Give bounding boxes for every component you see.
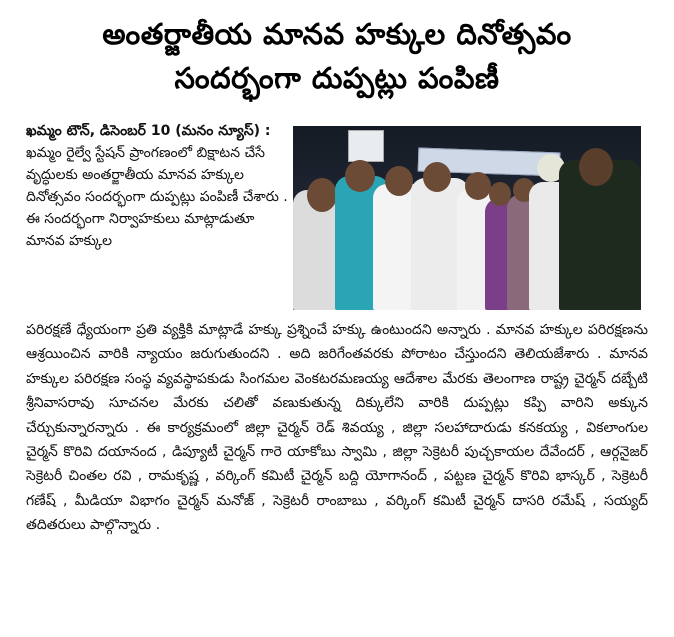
- intro-paragraph: ఖమ్మం రైల్వే స్టేషన్ ప్రాంగణంలో బిక్షాటన చేసే వృద్ధులకు అంతర్జాతీయ మానవ హక్కుల దినోత్సవం సందర్భంగా దుప్పట్లు పంపిణీ చేశారు . ఈ సందర్భంగా నిర్వాహకులు మాట్లాడుతూ మానవ హక్కుల: [26, 145, 288, 249]
- dateline: ఖమ్మం టౌన్, డిసెంబర్ 10 (మనం న్యూస్) :: [26, 123, 271, 139]
- photo-person-head: [345, 160, 375, 192]
- article-body: [26, 318, 648, 538]
- body-paragraph: పరిరక్షణే ధ్యేయంగా ప్రతి వ్యక్తికి మాట్లాడే హక్కు ప్రశ్నించే హక్కు ఉంటుందని అన్నారు . మానవ హక్కుల పరిరక్షణను ఆశ్రయించిన వారికి న్యాయం జరుగుతుందని . అది జరిగేంతవరకు పోరాటం చేస్తుందని తెలియజేశారు . మానవ హక్కుల పరిరక్షణ సంస్థ వ్యవస్థాపకుడు సింగమల వెంకటరమణయ్య ఆదేశాల మేరకు తెలంగాణ రాష్ట్ర చైర్మన్ దబ్బేటి శ్రీనివాసరావు సూచనల మేరకు చలితో వణుకుతున్న దిక్కులేని వారికి దుప్పట్లు కప్పి వారిని అక్కున చేర్చుకున్నారన్నారు . ఈ కార్యక్రమంలో జిల్లా చైర్మన్ రెడ్ శివయ్య , జిల్లా సలహాదారుడు కనకయ్య , వికలాంగుల చైర్మన్ కొరివి దయానంద , డిప్యూటీ చైర్మన్ గారె యాకోబు స్వామి , జిల్లా సెక్రెటరీ పుచ్చకాయల దేవేందర్ , ఆర్గనైజర్ సెక్రెటరీ చింతల రవి , రామకృష్ణ , వర్కింగ్ కమిటీ చైర్మన్ బద్ది యోగానంద్ , పట్టణ చైర్మన్ కొరివి భాస్కర్ , సెక్రెటరీ గణేష్ , మీడియా విభాగం చైర్మన్ మనోజ్ , సెక్రెటరీ రాంబాబు , వర్కింగ్ కమిటీ చైర్మన్ దాసరి రమేష్ , సయ్యద్ తదితరులు పాల్గొన్నారు .: [26, 322, 648, 534]
- photo-person-head: [423, 162, 451, 192]
- photo-person-head: [307, 178, 337, 212]
- previous-article-cutoff: [0, 0, 674, 4]
- article-intro: [26, 120, 288, 252]
- headline: [0, 12, 674, 100]
- photo-person-head: [385, 166, 413, 196]
- photo-person-head: [465, 172, 491, 200]
- photo-person-head: [579, 148, 613, 186]
- news-photo: [293, 126, 641, 310]
- headline-line-2: సందర్భంగా దుప్పట్లు పంపిణీ: [174, 61, 500, 95]
- headline-line-1: అంతర్జాతీయ మానవ హక్కుల దినోత్సవం: [102, 17, 572, 51]
- photo-signboard: [348, 130, 384, 162]
